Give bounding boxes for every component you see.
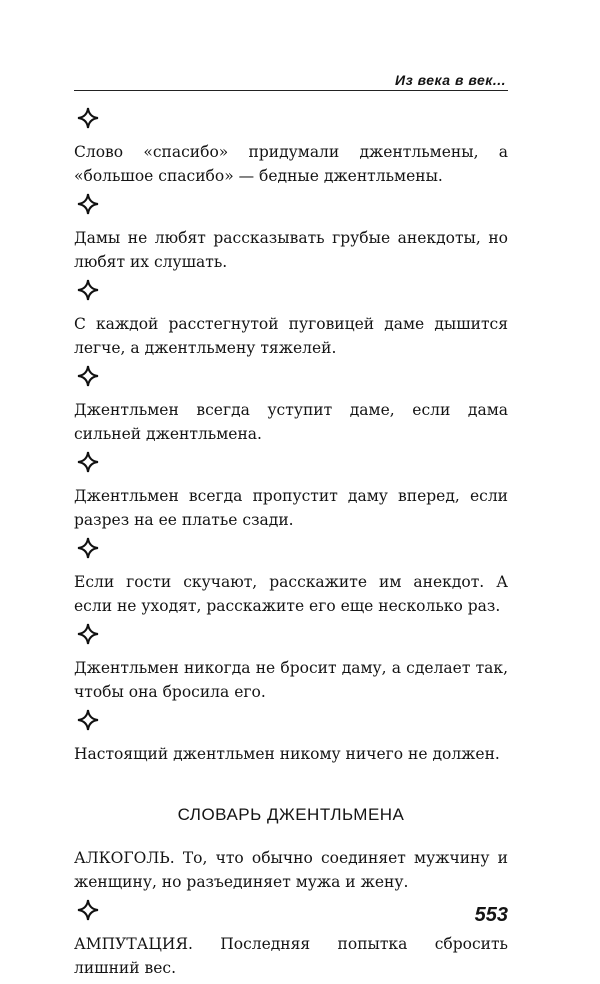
dictionary-entry: АЛКОГОЛЬ. То, что обычно соединяет мужчину и женщину, но разъединяет мужа и жену.: [74, 849, 508, 891]
four-point-star-icon: [76, 622, 100, 646]
page-number: 553: [474, 904, 508, 926]
quote-paragraph: Дамы не любят рассказывать грубые анекдоты, но любят их слушать.: [74, 229, 508, 271]
quote-paragraph: Если гости скучают, расскажите им анекдот. А если не уходят, расскажите его еще несколько раз.: [74, 573, 508, 615]
page-content: [74, 106, 508, 984]
four-point-star-icon: [76, 450, 100, 474]
running-header: [74, 72, 508, 90]
dictionary-entry: АМПУТАЦИЯ. Последняя попытка сбросить лишний вес.: [74, 935, 508, 977]
quote-paragraph: Джентльмен никогда не бросит даму, а сделает так, чтобы она бросила его.: [74, 659, 508, 701]
four-point-star-icon: [76, 106, 100, 130]
four-point-star-icon: [76, 278, 100, 302]
header-rule: [74, 90, 508, 91]
quote-paragraph: Настоящий джентльмен никому ничего не должен.: [74, 745, 500, 763]
four-point-star-icon: [76, 708, 100, 732]
four-point-star-icon: [76, 898, 100, 922]
quote-paragraph: Слово «спасибо» придумали джентльмены, а «большое спасибо» — бедные джентльмены.: [74, 143, 508, 185]
four-point-star-icon: [76, 536, 100, 560]
quote-paragraph: С каждой расстегнутой пуговицей даме дышится легче, а джентльмену тяжелей.: [74, 315, 508, 357]
quote-paragraph: Джентльмен всегда пропустит даму вперед, если разрез на ее платье сзади.: [74, 487, 508, 529]
running-title: Из века в век...: [395, 72, 506, 88]
four-point-star-icon: [76, 192, 100, 216]
quote-paragraph: Джентльмен всегда уступит даме, если дама сильней джентльмена.: [74, 401, 508, 443]
section-heading: СЛОВАРЬ ДЖЕНТЛЬМЕНА: [177, 805, 405, 824]
four-point-star-icon: [76, 364, 100, 388]
